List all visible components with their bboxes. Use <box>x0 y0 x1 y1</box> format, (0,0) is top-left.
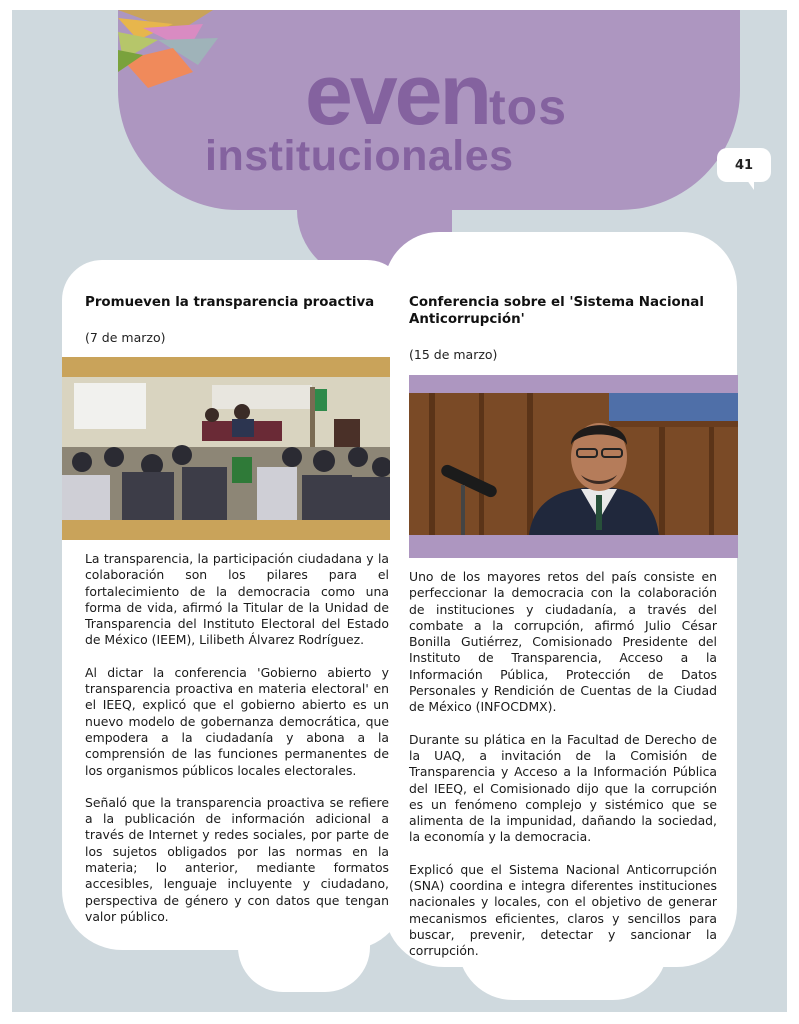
article-1-paragraph: Al dictar la conferencia 'Gobierno abierto y transparencia proactiva en materia electoral' en el IEEQ, explicó que el gobierno abierto es un nuevo modelo de gobernanza democrática, que empodera a la ciudadanía y abona a la comprensión de las funciones permanentes de los organismos públicos locales electorales. <box>85 664 389 778</box>
article-2-paragraph: Explicó que el Sistema Nacional Anticorrupción (SNA) coordina e integra diferentes instituciones nacionales y locales, con el objetivo de generar mecanismos eficientes, claros y sencillos para buscar, prevenir, detectar y sancionar la corrupción. <box>409 861 717 959</box>
page-number-tail <box>744 176 754 190</box>
article-2-paragraph: Uno de los mayores retos del país consiste en perfeccionar la democracia con la colaboración de instituciones y ciudadanía, a través del combate a la corrupción, afirmó Julio César Bonilla Gutiérrez, Comisionado Presidente del Instituto de Transparencia, Acceso a la Información Pública, Protección de Datos Personales y Rendición de Cuentas de la Ciudad de México (INFOCDMX). <box>409 569 717 715</box>
article-1-title: Promueven la transparencia proactiva <box>85 295 375 310</box>
section-title-institucionales: institucionales <box>205 132 514 180</box>
title-big-part: even <box>305 47 490 143</box>
geometric-logo-icon <box>118 10 228 90</box>
page-number-badge: 41 <box>717 148 771 182</box>
magazine-page <box>12 10 787 1012</box>
article-1-photo-spacer <box>85 345 389 551</box>
article-2-title: Conferencia sobre el 'Sistema Nacional Anticorrupción' <box>409 295 704 327</box>
article-1-column <box>85 294 389 925</box>
article-2-date: (15 de marzo) <box>409 347 498 362</box>
title-small-part: tos <box>489 79 568 135</box>
article-2-photo-spacer <box>409 362 717 569</box>
article-1-date: (7 de marzo) <box>85 330 166 345</box>
article-1-paragraph: Señaló que la transparencia proactiva se refiere a la publicación de información adicional a través de Internet y redes sociales, por parte de los sujetos obligados por las normas en la materia; lo anterior, mediante formatos accesibles, lenguaje incluyente y ciudadano, perspectiva de género y con datos que tengan valor público. <box>85 794 389 924</box>
article-2-column <box>409 294 717 960</box>
section-title-eventos <box>305 46 567 145</box>
article-2-paragraph: Durante su plática en la Facultad de Derecho de la UAQ, a invitación de la Comisión de Transparencia y Acceso a la Información Pública del IEEQ, el Comisionado dijo que la corrupción es un fenómeno complejo y sistémico que se alimenta de la impunidad, dañando la sociedad, la economía y la democracia. <box>409 731 717 845</box>
article-1-paragraph: La transparencia, la participación ciudadana y la colaboración son los pilares para el fortalecimiento de la democracia como una forma de vida, afirmó la Titular de la Unidad de Transparencia del Instituto Electoral del Estado de México (IEEM), Lilibeth Álvarez Rodríguez. <box>85 551 389 648</box>
